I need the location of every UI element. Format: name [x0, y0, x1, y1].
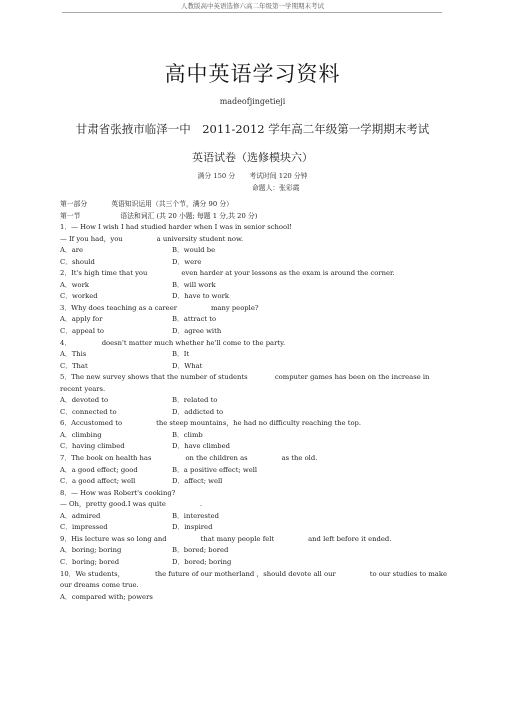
document-subtitle: madeofjingetieji: [219, 97, 286, 106]
answer-option[interactable]: B．a positive effect; well: [172, 465, 258, 474]
option-row: [60, 476, 450, 488]
answer-option[interactable]: C．connected to: [60, 407, 117, 416]
answer-option[interactable]: C．impressed: [60, 523, 108, 532]
question-item: [60, 488, 450, 534]
question-item: [60, 534, 450, 569]
answer-option[interactable]: D．affect; well: [172, 477, 223, 486]
section-heading: [60, 211, 450, 223]
exam-title: 甘肃省张掖市临泽一中 2011-2012 学年高二年级第一学期期末考试: [75, 122, 430, 136]
score-text: 满分 150 分: [197, 172, 236, 180]
part-text: 英语知识运用（共三个节，满分 90 分）: [111, 200, 233, 208]
answer-option[interactable]: A．compared with; powers: [60, 592, 153, 601]
question-stem: — If you had，you a university student now.: [60, 234, 244, 243]
answer-option[interactable]: D．addicted to: [172, 407, 224, 416]
answer-option[interactable]: D．have to work: [172, 292, 229, 301]
question-list: [60, 222, 450, 603]
option-row: [60, 314, 450, 326]
exam-meta: [0, 170, 505, 180]
answer-option[interactable]: A．are: [60, 246, 84, 255]
option-row: [60, 361, 450, 373]
question-stem: 4． doesn't matter much whether he'll come to the party.: [60, 338, 286, 347]
answer-option[interactable]: B．climb: [172, 430, 203, 439]
author-text: 命题人：张彩霞: [252, 184, 300, 192]
question-stem: our dreams come true.: [60, 581, 139, 590]
question-item: [60, 372, 450, 418]
option-row: [60, 280, 450, 292]
question-stem: 3．Why does teaching as a career many people?: [60, 303, 259, 312]
answer-option[interactable]: D．bored; boring: [172, 557, 232, 566]
option-row: [60, 545, 450, 557]
option-row: [60, 430, 450, 442]
answer-option[interactable]: A．apply for: [60, 315, 103, 324]
question-item: [60, 569, 450, 604]
question-stem: 1．— How I wish I had studied harder when I was in senior school!: [60, 223, 293, 232]
option-row: [60, 407, 450, 419]
answer-option[interactable]: D．have climbed: [172, 442, 231, 451]
part-heading: [60, 199, 450, 211]
answer-option[interactable]: A．devoted to: [60, 396, 109, 405]
exam-body: [60, 199, 450, 603]
question-stem: 10．We students， the future of our motherland ，should devote all our to our studies to make: [60, 569, 447, 578]
answer-option[interactable]: D．inspired: [172, 523, 213, 532]
answer-option[interactable]: C．That: [60, 361, 88, 370]
section-label: 第一节: [60, 211, 81, 220]
question-stem: 2．It's high time that you even harder at your lessons as the exam is around the corner.: [60, 269, 395, 278]
document-title: 高中英语学习资料: [164, 62, 341, 86]
part-label: 第一部分: [60, 200, 88, 208]
answer-option[interactable]: B．It: [172, 350, 190, 359]
header-divider: [62, 12, 442, 13]
option-row: [60, 257, 450, 269]
answer-option[interactable]: D．agree with: [172, 327, 222, 336]
option-row: [60, 522, 450, 534]
answer-option[interactable]: C．boring; bored: [60, 557, 120, 566]
answer-option[interactable]: D．were: [172, 257, 202, 266]
option-row: [60, 291, 450, 303]
option-row: [60, 441, 450, 453]
option-row: [60, 592, 450, 604]
answer-option[interactable]: D．What: [172, 361, 203, 370]
question-stem: 5．The new survey shows that the number of students computer games has been on the increase in: [60, 373, 430, 382]
question-item: [60, 338, 450, 373]
answer-option[interactable]: A．This: [60, 350, 87, 359]
answer-option[interactable]: B．would be: [172, 246, 216, 255]
question-stem: 6．Accustomed to the steep mountains，he had no difficulty reaching the top.: [60, 419, 362, 428]
answer-option[interactable]: B．interested: [172, 511, 219, 520]
question-stem: — Oh，pretty good.I was quite .: [60, 500, 203, 509]
answer-option[interactable]: A．climbing: [60, 430, 102, 439]
question-stem: 8．— How was Robert's cooking?: [60, 488, 176, 497]
question-item: [60, 222, 450, 268]
question-item: [60, 303, 450, 338]
question-item: [60, 268, 450, 303]
paper-title: 英语试卷（选修模块六）: [192, 151, 313, 164]
question-stem: 9．His lecture was so long and that many people felt and left before it ended.: [60, 534, 392, 543]
answer-option[interactable]: B．will work: [172, 280, 216, 289]
answer-option[interactable]: B．attract to: [172, 315, 217, 324]
section-text: 语法和词汇 (共 20 小题; 每题 1 分,共 20 分): [120, 211, 258, 220]
question-stem: 7．The book on health has on the children as as the old.: [60, 454, 318, 463]
answer-option[interactable]: A．boring; boring: [60, 546, 122, 555]
answer-option[interactable]: B．related to: [172, 396, 218, 405]
option-row: [60, 557, 450, 569]
option-row: [60, 511, 450, 523]
option-row: [60, 395, 450, 407]
answer-option[interactable]: B．bored; bored: [172, 546, 229, 555]
question-item: [60, 418, 450, 453]
answer-option[interactable]: C．appeal to: [60, 327, 104, 336]
option-row: [60, 245, 450, 257]
answer-option[interactable]: C．having climbed: [60, 442, 125, 451]
time-text: 考试时间 120 分钟: [249, 172, 308, 180]
running-header: 人教版高中英语选修六高二年级第一学期期末考试: [181, 2, 324, 10]
answer-option[interactable]: C．should: [60, 257, 95, 266]
answer-option[interactable]: A．a good effect; good: [60, 465, 138, 474]
answer-option[interactable]: A．admired: [60, 511, 101, 520]
option-row: [60, 349, 450, 361]
answer-option[interactable]: A．work: [60, 280, 89, 289]
question-stem: recent years.: [60, 384, 106, 393]
option-row: [60, 465, 450, 477]
option-row: [60, 326, 450, 338]
question-item: [60, 453, 450, 488]
answer-option[interactable]: C．a good affect; well: [60, 477, 136, 486]
answer-option[interactable]: C．worked: [60, 292, 98, 301]
